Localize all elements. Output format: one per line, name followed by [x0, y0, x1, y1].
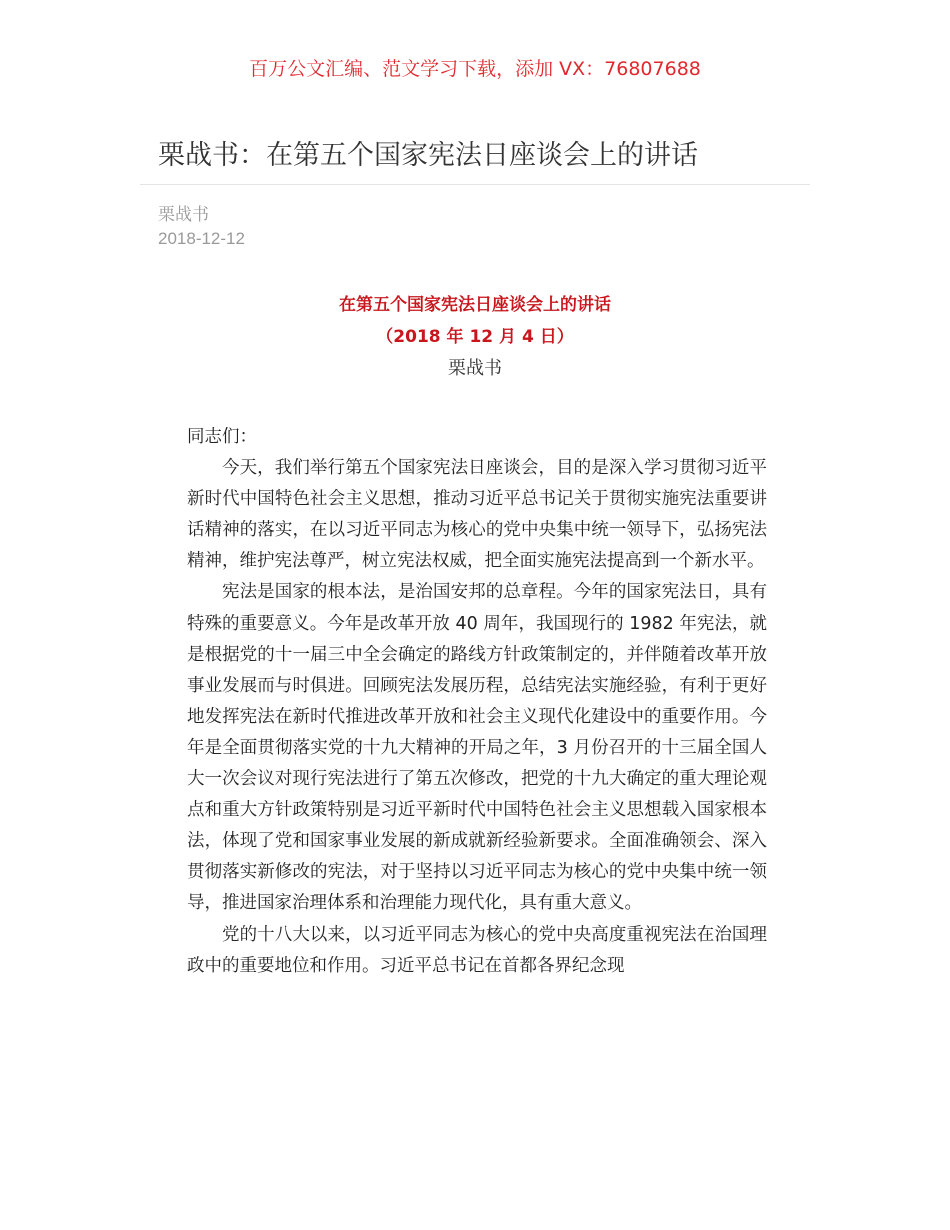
article-date: 2018-12-12 [158, 229, 245, 248]
document-date-line: （2018 年 12 月 4 日） [376, 327, 574, 347]
salutation: 同志们： [187, 427, 257, 447]
article-title: 栗战书：在第五个国家宪法日座谈会上的讲话 [158, 140, 698, 171]
body-paragraph: 宪法是国家的根本法，是治国安邦的总章程。今年的国家宪法日，具有特殊的重要意义。今年是改革开放 40 周年，我国现行的 1982 年宪法，就是根据党的十一届三中全会确定的路线方针政策制定的，并伴随着改革开放事业发展而与时俱进。回顾宪法发展历程，总结宪法实施经验，有利于更好地发挥宪法在新时代推进改革开放和社会主义现代化建设中的重要作用。今年是全面贯彻落实党的十九大精神的开局之年，3 月份召开的十三届全国人大一次会议对现行宪法进行了第五次修改，把党的十九大确定的重大理论观点和重大方针政策特别是习近平新时代中国特色社会主义思想载入国家根本法，体现了党和国家事业发展的新成就新经验新要求。全面准确领会、深入贯彻落实新修改的宪法，对于坚持以习近平同志为核心的党中央集中统一领导，推进国家治理体系和治理能力现代化，具有重大意义。 [187, 582, 767, 914]
document-body [187, 422, 767, 982]
article-author: 栗战书 [158, 205, 209, 225]
body-paragraph: 今天，我们举行第五个国家宪法日座谈会，目的是深入学习贯彻习近平新时代中国特色社会主义思想，推动习近平总书记关于贯彻实施宪法重要讲话精神的落实，在以习近平同志为核心的党中央集中统一领导下，弘扬宪法精神，维护宪法尊严，树立宪法权威，把全面实施宪法提高到一个新水平。 [187, 458, 767, 572]
title-divider [140, 184, 810, 185]
watermark-banner: 百万公文汇编、范文学习下载，添加 VX：76807688 [249, 58, 701, 80]
body-paragraph: 党的十八大以来，以习近平同志为核心的党中央高度重视宪法在治国理政中的重要地位和作用。习近平总书记在首都各界纪念现 [187, 924, 767, 976]
document-heading: 在第五个国家宪法日座谈会上的讲话 [339, 295, 611, 315]
document-speaker: 栗战书 [448, 358, 502, 379]
